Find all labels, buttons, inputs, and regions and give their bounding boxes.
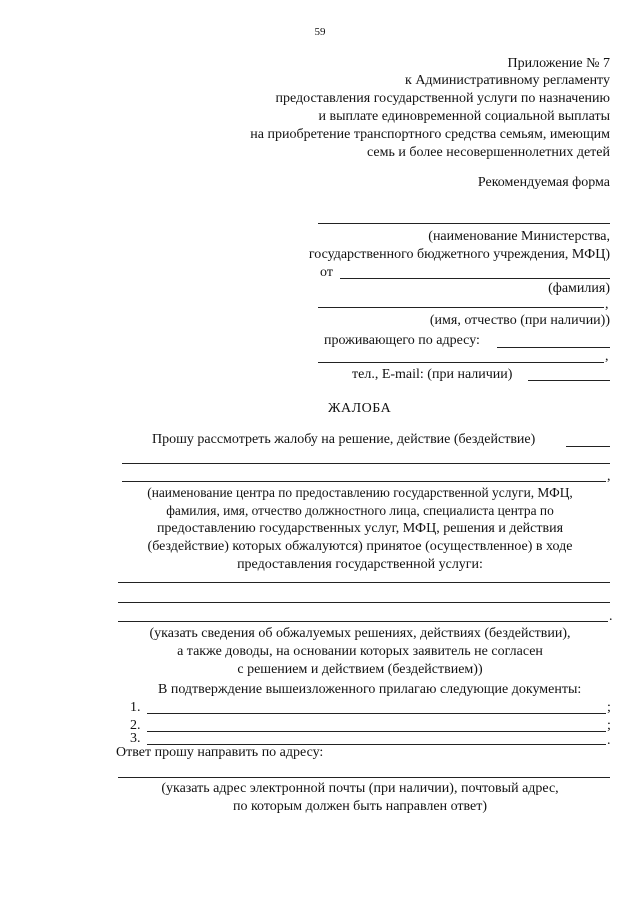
answer-address-label: Ответ прошу направить по адресу: [116, 745, 324, 760]
address-line-1[interactable] [497, 347, 610, 348]
respondent-hint: (наименование центра по предоставлению государственной услуги, МФЦ, [147, 485, 573, 500]
attachments-intro: В подтверждение вышеизложенного прилагаю следующие документы: [158, 682, 582, 697]
address-line-2[interactable] [318, 362, 604, 363]
request-line-3[interactable] [122, 481, 606, 482]
header-line: и выплате единовременной социальной выплаты [318, 109, 610, 124]
ministry-hint: государственного бюджетного учреждения, МФЦ) [308, 247, 610, 262]
page-number: 59 [314, 26, 326, 38]
comma: , [607, 469, 611, 484]
attachment-end: ; [607, 718, 611, 733]
attachment-end: . [607, 733, 611, 748]
attachment-number: 2. [130, 718, 141, 733]
details-line-3[interactable] [118, 621, 608, 622]
phone-email-label: тел., E-mail: (при наличии) [352, 367, 513, 382]
from-label: от [320, 265, 333, 280]
period: . [609, 609, 613, 624]
arguments-hint: а также доводы, на основании которых заявитель не согласен [177, 644, 543, 659]
request-line-2[interactable] [122, 463, 610, 464]
arguments-hint: с решением и действием (бездействием)) [237, 662, 483, 677]
respondent-hint: предоставлению государственных услуг, МФЦ, решения и действия [156, 521, 564, 536]
name-line[interactable] [318, 307, 604, 308]
header-line: предоставления государственной услуги по назначению [275, 91, 610, 106]
respondent-hint: (бездействие) которых обжалуются) принятое (осуществленное) в ходе [147, 539, 573, 554]
attachment-number: 3. [130, 731, 141, 746]
name-hint: (имя, отчество (при наличии)) [429, 313, 610, 328]
answer-address-hint: (указать адрес электронной почты (при наличии), почтовый адрес, [161, 781, 559, 796]
details-line-2[interactable] [118, 602, 610, 603]
attachment-line-1[interactable] [147, 713, 606, 714]
arguments-hint: (указать сведения об обжалуемых решениях, действиях (бездействии), [149, 626, 571, 641]
surname-hint: (фамилия) [548, 281, 610, 296]
comma: , [605, 349, 609, 364]
attachment-number: 1. [130, 700, 141, 715]
answer-address-line[interactable] [118, 777, 610, 778]
comma: , [605, 297, 609, 312]
respondent-hint: фамилия, имя, отчество должностного лица, специалиста центра по [166, 503, 554, 518]
header-line: семь и более несовершеннолетних детей [367, 145, 610, 160]
header-line: к Административному регламенту [405, 73, 610, 88]
address-label: проживающего по адресу: [324, 333, 480, 348]
complaint-title: ЖАЛОБА [328, 401, 392, 416]
appendix-title: Приложение № 7 [507, 56, 610, 71]
request-text: Прошу рассмотреть жалобу на решение, действие (бездействие) [152, 432, 536, 447]
recommended-form-label: Рекомендуемая форма [477, 175, 610, 190]
header-line: на приобретение транспортного средства семьям, имеющим [250, 127, 610, 142]
phone-email-line[interactable] [528, 380, 610, 381]
answer-address-hint: по которым должен быть направлен ответ) [232, 799, 488, 814]
details-line-1[interactable] [118, 582, 610, 583]
attachment-end: ; [607, 700, 611, 715]
from-line[interactable] [340, 278, 610, 279]
ministry-line[interactable] [318, 223, 610, 224]
respondent-hint: предоставления государственной услуги: [237, 557, 483, 572]
request-line-1[interactable] [566, 446, 610, 447]
attachment-line-2[interactable] [147, 731, 606, 732]
ministry-hint: (наименование Министерства, [428, 229, 610, 244]
